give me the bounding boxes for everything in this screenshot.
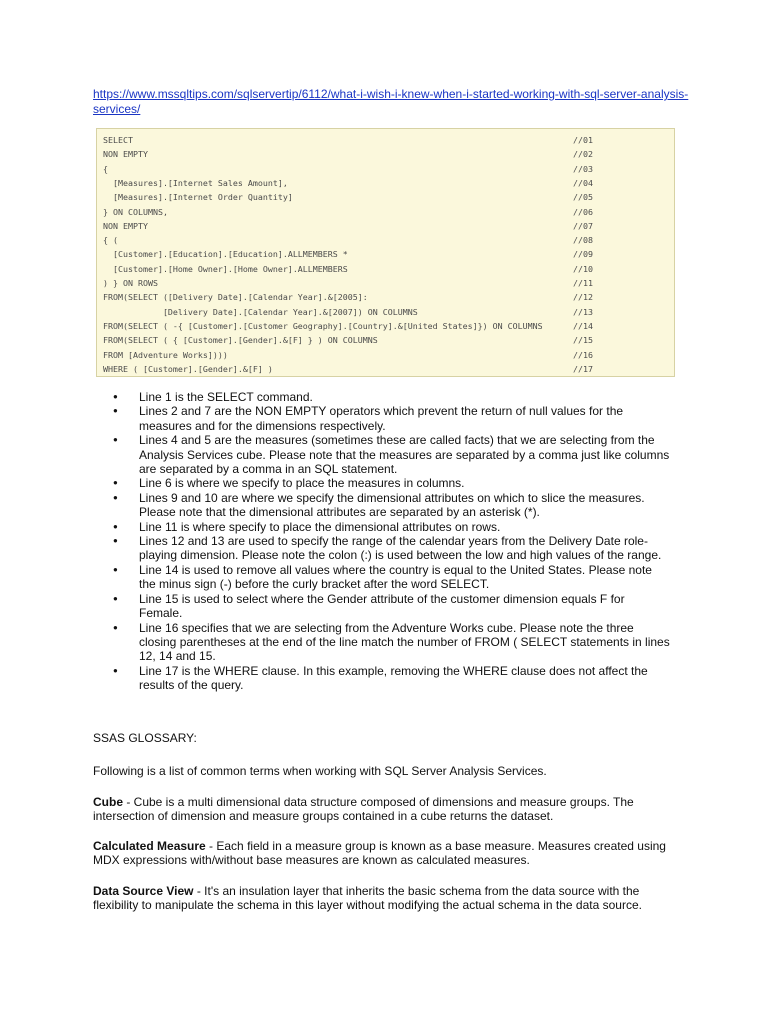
code-text: FROM [Adventure Works]))) (103, 349, 228, 360)
glossary-definition: - Each field in a measure group is known as a base measure. Measures created using MDX expressions with/without base measures are known as calculated measures. (93, 839, 666, 868)
code-text: FROM(SELECT ( { [Customer].[Gender].&[F] } ) ON COLUMNS (103, 335, 378, 346)
code-line (103, 305, 593, 319)
code-line-number: //16 (573, 349, 593, 360)
code-line (103, 205, 593, 219)
code-block (96, 128, 675, 377)
code-line-number: //02 (573, 149, 593, 160)
glossary-term: Cube (93, 795, 123, 809)
code-line-number: //04 (573, 177, 593, 188)
code-text: } ON COLUMNS, (103, 206, 168, 217)
glossary-term: Calculated Measure (93, 839, 206, 853)
code-line-number: //09 (573, 249, 593, 260)
code-line (103, 276, 593, 290)
code-line-number: //14 (573, 320, 593, 331)
code-text: { ( (103, 235, 118, 246)
bullet-item: ● Line 15 is used to select where the Gender attribute of the customer dimension equals F for Female. (111, 592, 671, 621)
code-line (103, 247, 593, 261)
code-line (103, 362, 593, 376)
source-link[interactable]: https://www.mssqltips.com/sqlservertip/6112/what-i-wish-i-knew-when-i-started-working-with-sql-server-analysis-services/ (93, 87, 689, 116)
bullet-item: ● Lines 2 and 7 are the NON EMPTY operators which prevent the return of null values for the measures and for the dimensions respectively. (111, 404, 671, 433)
code-text: [Measures].[Internet Order Quantity] (103, 192, 293, 203)
code-line (103, 262, 593, 276)
glossary-term: Data Source View (93, 884, 194, 898)
code-text: [Measures].[Internet Sales Amount], (103, 177, 288, 188)
code-text: WHERE ( [Customer].[Gender].&[F] ) (103, 363, 273, 374)
bullet-item: ● Lines 9 and 10 are where we specify the dimensional attributes on which to slice the measures. Please note that the dimensional attributes are separated by an asterisk (*). (111, 491, 671, 520)
code-text: FROM(SELECT ( -{ [Customer].[Customer Geography].[Country].&[United States]}) ON COLUMNS (103, 320, 543, 331)
glossary-heading: SSAS GLOSSARY: (93, 731, 197, 745)
glossary-definition: - Cube is a multi dimensional data structure composed of dimensions and measure groups. The intersection of dimension and measure groups contained in a cube returns the dataset. (93, 795, 634, 824)
glossary-entry-calculated-measure (93, 839, 683, 868)
code-line (103, 348, 593, 362)
code-line (103, 290, 593, 304)
code-line-number: //12 (573, 292, 593, 303)
glossary-intro: Following is a list of common terms when working with SQL Server Analysis Services. (93, 764, 547, 778)
code-line (103, 219, 593, 233)
code-line-number: //17 (573, 363, 593, 374)
code-line (103, 190, 593, 204)
code-line (103, 233, 593, 247)
code-text: [Delivery Date].[Calendar Year].&[2007]) ON COLUMNS (103, 306, 418, 317)
code-line-number: //06 (573, 206, 593, 217)
code-line (103, 333, 593, 347)
code-line (103, 176, 593, 190)
code-text: FROM(SELECT ([Delivery Date].[Calendar Year].&[2005]: (103, 292, 368, 303)
bullet-item: ● Line 11 is where specify to place the dimensional attributes on rows. (111, 520, 671, 534)
bullet-item: ● Line 17 is the WHERE clause. In this example, removing the WHERE clause does not affect the results of the query. (111, 664, 671, 693)
code-line (103, 162, 593, 176)
code-line (103, 133, 593, 147)
code-text: { (103, 163, 108, 174)
code-text: NON EMPTY (103, 149, 148, 160)
code-line-number: //15 (573, 335, 593, 346)
bullet-item: ● Lines 12 and 13 are used to specify the range of the calendar years from the Delivery Date role-playing dimension. Please note the colon (:) is used between the low and high values of the range. (111, 534, 671, 563)
glossary-definition: - It's an insulation layer that inherits the basic schema from the data source with the flexibility to manipulate the schema in this layer without modifying the actual schema in the data source. (93, 884, 642, 913)
code-line-number: //07 (573, 220, 593, 231)
code-text: SELECT (103, 135, 133, 145)
code-line (103, 319, 593, 333)
bullet-item: ● Line 16 specifies that we are selecting from the Adventure Works cube. Please note the three closing parentheses at the end of the line match the number of FROM ( SELECT statements in lines 12, 14 and 15. (111, 621, 671, 664)
code-line-number: //11 (573, 278, 593, 288)
bullet-item: ● Line 1 is the SELECT command. (111, 390, 671, 404)
bullet-item: ● Lines 4 and 5 are the measures (sometimes these are called facts) that we are selecting from the Analysis Services cube. Please note that the measures are separated by a comma just like columns are separated by a comma in an SQL statement. (111, 433, 671, 476)
code-text: NON EMPTY (103, 220, 148, 231)
code-line-number: //01 (573, 135, 593, 145)
code-line-number: //03 (573, 163, 593, 174)
code-text: [Customer].[Education].[Education].ALLMEMBERS * (103, 249, 348, 260)
code-text: [Customer].[Home Owner].[Home Owner].ALLMEMBERS (103, 263, 348, 274)
bullet-item: ● Line 6 is where we specify to place the measures in columns. (111, 476, 671, 490)
explanation-list (111, 390, 671, 693)
bullet-item: ● Line 14 is used to remove all values where the country is equal to the United States. Please note the minus sign (-) before the curly bracket after the word SELECT. (111, 563, 671, 592)
code-line-number: //08 (573, 235, 593, 246)
code-line-number: //13 (573, 306, 593, 317)
glossary-entry-data-source-view (93, 884, 683, 913)
code-line-number: //05 (573, 192, 593, 203)
code-line (103, 147, 593, 161)
code-line-number: //10 (573, 263, 593, 274)
glossary-entry-cube (93, 795, 683, 824)
code-text: ) } ON ROWS (103, 278, 158, 288)
